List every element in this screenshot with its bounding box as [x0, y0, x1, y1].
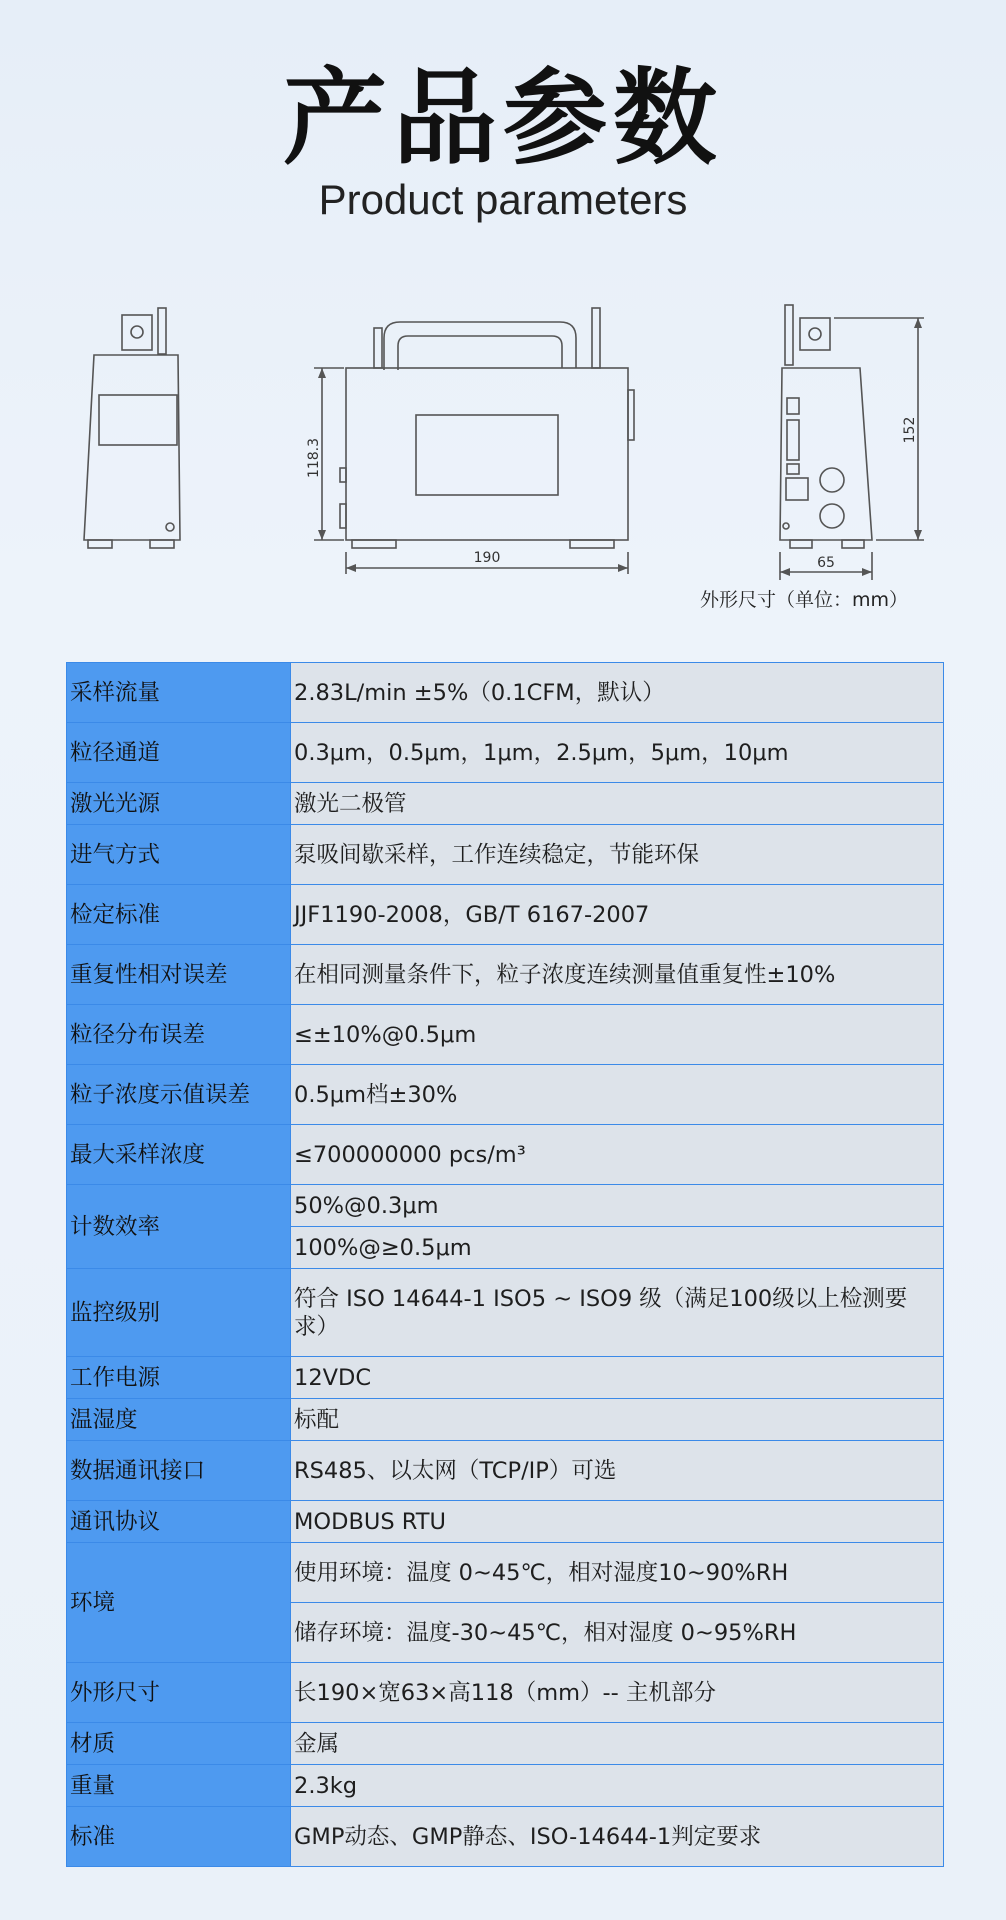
spec-value: 泵吸间歇采样，工作连续稳定，节能环保 — [291, 825, 944, 885]
spec-value: 12VDC — [291, 1357, 944, 1399]
spec-label: 监控级别 — [67, 1269, 291, 1357]
spec-label: 外形尺寸 — [67, 1663, 291, 1723]
spec-value: 激光二极管 — [291, 783, 944, 825]
spec-label: 重量 — [67, 1765, 291, 1807]
spec-value: MODBUS RTU — [291, 1501, 944, 1543]
spec-label: 标准 — [67, 1807, 291, 1867]
left-side-view — [84, 308, 180, 548]
spec-row — [67, 945, 944, 1005]
spec-value: 2.83L/min ±5%（0.1CFM，默认） — [291, 663, 944, 723]
spec-value: 50%@0.3μm — [291, 1185, 944, 1227]
spec-label: 环境 — [67, 1543, 291, 1663]
front-view — [314, 308, 634, 574]
spec-row — [67, 1501, 944, 1543]
spec-value: 使用环境：温度 0~45℃，相对湿度10~90%RH — [291, 1543, 944, 1603]
spec-label: 通讯协议 — [67, 1501, 291, 1543]
spec-row — [67, 885, 944, 945]
spec-value: 储存环境：温度-30~45℃，相对湿度 0~95%RH — [291, 1603, 944, 1663]
spec-row — [67, 1005, 944, 1065]
spec-row — [67, 1543, 944, 1603]
page-subtitle: Product parameters — [318, 176, 688, 223]
spec-value: 标配 — [291, 1399, 944, 1441]
spec-value: ≤700000000 pcs/m³ — [291, 1125, 944, 1185]
dim-depth-side-label: 65 — [817, 555, 835, 571]
spec-value: 在相同测量条件下，粒子浓度连续测量值重复性±10% — [291, 945, 944, 1005]
spec-label: 进气方式 — [67, 825, 291, 885]
dimension-drawing — [0, 290, 1006, 620]
spec-value: ≤±10%@0.5μm — [291, 1005, 944, 1065]
spec-row — [67, 1125, 944, 1185]
spec-value: 符合 ISO 14644-1 ISO5 ~ ISO9 级（满足100级以上检测要求） — [291, 1269, 944, 1357]
spec-label: 工作电源 — [67, 1357, 291, 1399]
spec-label: 重复性相对误差 — [67, 945, 291, 1005]
spec-label: 粒径分布误差 — [67, 1005, 291, 1065]
spec-row — [67, 723, 944, 783]
spec-row — [67, 1765, 944, 1807]
spec-label: 激光光源 — [67, 783, 291, 825]
spec-label: 计数效率 — [67, 1185, 291, 1269]
spec-row — [67, 1065, 944, 1125]
spec-row — [67, 1663, 944, 1723]
spec-value: GMP动态、GMP静态、ISO-14644-1判定要求 — [291, 1807, 944, 1867]
spec-label: 数据通讯接口 — [67, 1441, 291, 1501]
spec-label: 检定标准 — [67, 885, 291, 945]
spec-value: 2.3kg — [291, 1765, 944, 1807]
spec-row — [67, 1357, 944, 1399]
spec-value: RS485、以太网（TCP/IP）可选 — [291, 1441, 944, 1501]
spec-row — [67, 1185, 944, 1227]
spec-label: 材质 — [67, 1723, 291, 1765]
page-title: 产品参数 — [282, 57, 723, 179]
spec-row — [67, 1441, 944, 1501]
spec-value: 0.3μm，0.5μm，1μm，2.5μm，5μm，10μm — [291, 723, 944, 783]
spec-label: 粒径通道 — [67, 723, 291, 783]
spec-row — [67, 1269, 944, 1357]
spec-table — [66, 662, 944, 1867]
spec-row — [67, 1399, 944, 1441]
spec-label: 采样流量 — [67, 663, 291, 723]
spec-value: 金属 — [291, 1723, 944, 1765]
dim-height-side-label: 152 — [902, 416, 918, 444]
spec-row — [67, 663, 944, 723]
dimension-caption: 外形尺寸（单位：mm） — [700, 589, 909, 611]
spec-label: 温湿度 — [67, 1399, 291, 1441]
spec-value: 0.5μm档±30% — [291, 1065, 944, 1125]
spec-value: JJF1190-2008，GB/T 6167-2007 — [291, 885, 944, 945]
spec-label: 最大采样浓度 — [67, 1125, 291, 1185]
spec-value: 长190×宽63×高118（mm）-- 主机部分 — [291, 1663, 944, 1723]
spec-row — [67, 783, 944, 825]
dim-height-front-label: 118.3 — [306, 437, 322, 479]
spec-label: 粒子浓度示值误差 — [67, 1065, 291, 1125]
spec-row — [67, 1807, 944, 1867]
dim-width-front-label: 190 — [473, 550, 501, 566]
spec-value: 100%@≥0.5μm — [291, 1227, 944, 1269]
spec-row — [67, 825, 944, 885]
spec-row — [67, 1723, 944, 1765]
